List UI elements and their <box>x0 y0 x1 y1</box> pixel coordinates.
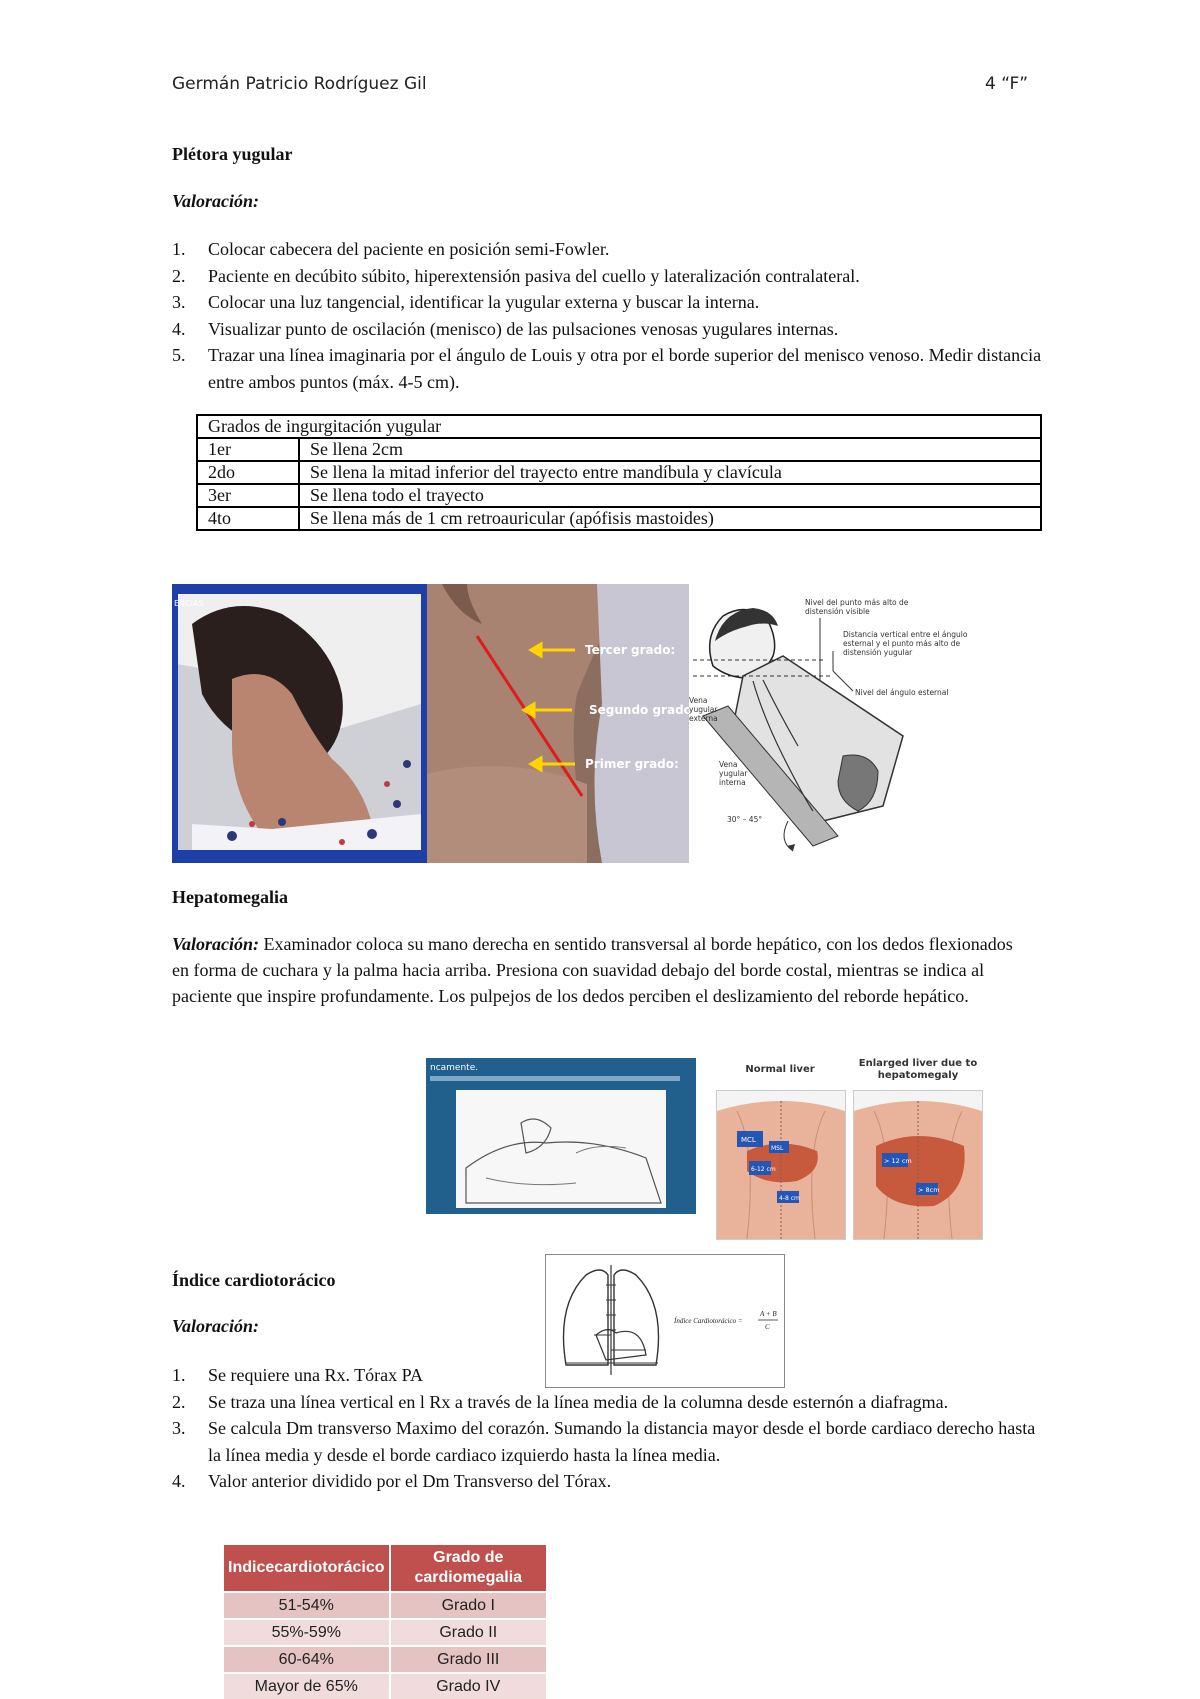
table-row <box>197 484 1041 507</box>
table-row <box>197 438 1041 461</box>
list-item <box>172 1415 1042 1468</box>
list-item <box>172 1468 1042 1495</box>
list-text: Valor anterior dividido por el Dm Transverso del Tórax. <box>208 1471 612 1491</box>
list-text: Se traza una línea vertical en l Rx a través de la línea media de la columna desde esternón a diafragma. <box>208 1391 949 1412</box>
enlarged-span-tag: > 12 cm <box>884 1157 912 1165</box>
list-item <box>172 289 1052 316</box>
author-name: Germán Patricio Rodríguez Gil <box>172 74 427 94</box>
pletora-title: Plétora yugular <box>172 144 293 164</box>
cardiomegaly-table <box>224 1545 546 1699</box>
cardio-valoracion-label: Valoración: <box>172 1316 260 1336</box>
enlarged-liver-caption: Enlarged liver due to hepatomegaly <box>858 1058 978 1081</box>
description-cell: Se llena más de 1 cm retroauricular (apófisis mastoides) <box>299 507 1041 530</box>
list-number: 4. <box>172 1471 186 1491</box>
grade-cell: 2do <box>197 461 299 484</box>
photo-label: ENCIAS <box>174 599 204 608</box>
neck-photo-art <box>172 584 427 863</box>
list-item <box>172 263 1052 290</box>
distancia-label: Distancia vertical entre el ángulo esternal y el punto más alto de distensión yugular <box>843 630 968 657</box>
mcl-tag: MCL <box>741 1136 756 1144</box>
header-index: Indicecardiotorácico <box>224 1545 390 1592</box>
liver-span-tag: 6-12 cm <box>751 1166 776 1173</box>
list-number: 4. <box>172 318 186 339</box>
palpation-slide <box>426 1058 696 1214</box>
list-item <box>172 1362 1042 1389</box>
jugular-grades-photo <box>427 584 697 863</box>
list-item <box>172 1389 1042 1416</box>
list-text: Se requiere una Rx. Tórax PA <box>208 1365 423 1385</box>
table-title-row <box>197 415 1041 438</box>
hepato-valoracion-label: Valoración: <box>172 934 260 954</box>
cardiomegaly-grade-cell: Grado IV <box>390 1673 547 1699</box>
primer-grado-label: Primer grado: <box>585 757 679 771</box>
slide-text: ncamente. <box>430 1063 479 1073</box>
cardiomegaly-grade-cell: Grado II <box>390 1619 547 1646</box>
grade-cell: 4to <box>197 507 299 530</box>
list-text: Trazar una línea imaginaria por el ángulo de Louis y otra por el borde superior del menisco venoso. Medir distancia entre ambos puntos (máx. 4-5 cm). <box>208 345 1042 392</box>
list-text: Colocar una luz tangencial, identificar la yugular externa y buscar la interna. <box>208 292 760 312</box>
nivel-angulo-label: Nivel del ángulo esternal <box>855 688 949 697</box>
tercer-grado-label: Tercer grado: <box>585 643 676 657</box>
table-title: Grados de ingurgitación yugular <box>197 415 1041 438</box>
pletora-steps-list <box>172 236 1052 395</box>
vena-externa-label: Vena yugular externa <box>689 696 718 723</box>
range-cell: 55%-59% <box>224 1619 390 1646</box>
table-row <box>224 1673 546 1699</box>
table-row <box>224 1619 546 1646</box>
list-text: Visualizar punto de oscilación (menisco) de las pulsaciones venosas yugulares internas. <box>208 318 839 339</box>
normal-liver-figure <box>716 1090 846 1240</box>
segundo-grado-label: Segundo grado: <box>589 703 697 717</box>
description-cell: Se llena la mitad inferior del trayecto entre mandíbula y clavícula <box>299 461 1041 484</box>
list-item <box>172 342 1052 395</box>
range-cell: 51-54% <box>224 1592 390 1619</box>
angle-label: 30° – 45° <box>727 815 763 824</box>
description-cell: Se llena 2cm <box>299 438 1041 461</box>
pletora-valoracion-label: Valoración: <box>172 191 260 211</box>
cardio-title: Índice cardiotorácico <box>172 1270 336 1290</box>
hepato-text: Examinador coloca su mano derecha en sentido transversal al borde hepático, con los dedos flexionados en forma de cuchara y la palma hacia arriba. Presiona con suavidad debajo del borde costal, mientras se indica al paciente que inspire profundamente. Los pulpejos de los dedos perciben el deslizamiento del reborde hepático. <box>172 934 1013 1006</box>
jvp-diagram <box>689 596 993 856</box>
palpation-slide-art <box>426 1058 696 1214</box>
list-text: Paciente en decúbito súbito, hiperextensión pasiva del cuello y lateralización contralateral. <box>208 265 860 286</box>
header-grade: Grado de cardiomegalia <box>390 1545 547 1592</box>
grade-cell: 1er <box>197 438 299 461</box>
group-label: 4 “F” <box>985 74 1029 94</box>
list-number: 1. <box>172 239 186 259</box>
list-number: 3. <box>172 1418 186 1438</box>
list-item <box>172 316 1052 343</box>
list-number: 5. <box>172 345 186 365</box>
hepato-paragraph <box>172 931 1032 1009</box>
range-cell: 60-64% <box>224 1646 390 1673</box>
jvp-diagram-art <box>689 596 993 856</box>
list-number: 2. <box>172 1391 186 1412</box>
cardio-steps-list <box>172 1362 1042 1495</box>
hepato-title: Hepatomegalia <box>172 887 288 907</box>
cardio-table-header <box>224 1545 546 1592</box>
neck-photo <box>172 584 427 863</box>
table-row <box>224 1592 546 1619</box>
range-cell: Mayor de 65% <box>224 1673 390 1699</box>
list-number: 3. <box>172 292 186 312</box>
cardiomegaly-grade-cell: Grado I <box>390 1592 547 1619</box>
grade-cell: 3er <box>197 484 299 507</box>
list-number: 1. <box>172 1365 186 1385</box>
table-row <box>197 461 1041 484</box>
list-item <box>172 236 1052 263</box>
enlarged-lower-tag: > 8cm <box>918 1186 940 1194</box>
lower-span-tag: 4-8 cm <box>779 1195 800 1202</box>
msl-tag: MSL <box>771 1145 784 1152</box>
enlarged-liver-art <box>854 1091 982 1239</box>
table-row <box>197 507 1041 530</box>
cardiomegaly-grade-cell: Grado III <box>390 1646 547 1673</box>
list-text: Se calcula Dm transverso Maximo del corazón. Sumando la distancia mayor desde el borde cardiaco derecho hasta la línea media y desde el borde cardiaco izquierdo hasta la línea media. <box>208 1418 1036 1465</box>
vena-interna-label: Vena yugular interna <box>719 760 748 787</box>
xray-numerator: A + B <box>760 1310 777 1318</box>
xray-formula: Índice Cardiotorácico = <box>674 1317 743 1325</box>
xray-denominator: C <box>765 1323 770 1331</box>
table-row <box>224 1646 546 1673</box>
normal-liver-art <box>717 1091 845 1239</box>
description-cell: Se llena todo el trayecto <box>299 484 1041 507</box>
nivel-alto-label: Nivel del punto más alto de distensión visible <box>805 598 909 616</box>
list-number: 2. <box>172 265 186 286</box>
list-text: Colocar cabecera del paciente en posición semi-Fowler. <box>208 239 610 259</box>
jugular-grades-photo-art <box>427 584 697 863</box>
normal-liver-caption: Normal liver <box>745 1064 815 1075</box>
enlarged-liver-figure <box>853 1090 983 1240</box>
jugular-grades-table <box>196 414 1042 531</box>
